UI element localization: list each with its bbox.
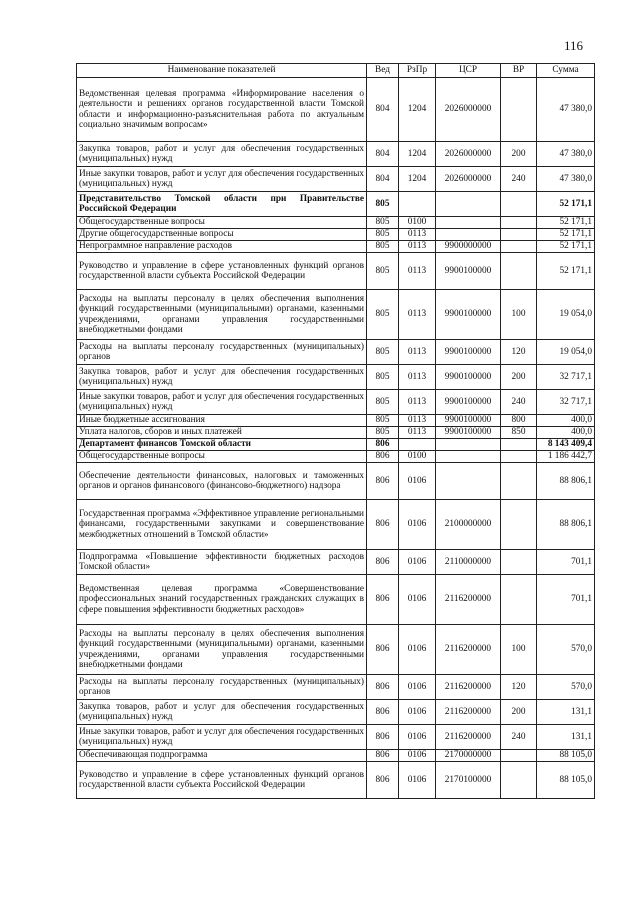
row-sum-cell: 570,0 — [537, 625, 595, 675]
row-ved-cell: 806 — [367, 750, 399, 762]
row-name-cell: Иные бюджетные ассигнования — [77, 415, 367, 427]
table-row — [77, 192, 595, 217]
row-ved-cell: 804 — [367, 167, 399, 192]
row-sum-cell: 47 380,0 — [537, 167, 595, 192]
row-vr-cell — [501, 463, 537, 500]
row-vr-cell: 240 — [501, 390, 537, 415]
row-rzpr-cell: 1204 — [399, 78, 436, 142]
table-row — [77, 700, 595, 725]
row-csr-cell: 9900100000 — [436, 427, 501, 439]
row-rzpr-cell — [399, 192, 436, 217]
row-sum-cell: 52 171,1 — [537, 192, 595, 217]
row-csr-cell: 9900000000 — [436, 241, 501, 253]
row-name-cell: Ведомственная целевая программа «Совершенствование профессиональных знаний государственных гражданских служащих в сфере повышения эффективности бюджетных расходов» — [77, 575, 367, 625]
row-name-cell: Государственная программа «Эффективное управление региональными финансами, государственными закупками и совершенствование межбюджетных отношений в Томской области» — [77, 500, 367, 550]
table-row — [77, 290, 595, 340]
row-rzpr-cell: 0113 — [399, 390, 436, 415]
row-vr-cell: 850 — [501, 427, 537, 439]
row-rzpr-cell: 0100 — [399, 451, 436, 463]
row-csr-cell: 2100000000 — [436, 500, 501, 550]
table-row — [77, 427, 595, 439]
row-sum-cell: 131,1 — [537, 700, 595, 725]
row-rzpr-cell: 0106 — [399, 575, 436, 625]
row-vr-cell — [501, 550, 537, 575]
row-vr-cell — [501, 192, 537, 217]
table-header-row — [77, 64, 595, 78]
row-ved-cell: 806 — [367, 500, 399, 550]
row-name-cell: Закупка товаров, работ и услуг для обеспечения государственных (муниципальных) нужд — [77, 365, 367, 390]
row-name-cell: Департамент финансов Томской области — [77, 439, 367, 451]
row-csr-cell — [436, 439, 501, 451]
row-ved-cell: 806 — [367, 762, 399, 799]
header-sum: Сумма — [537, 64, 595, 78]
row-sum-cell: 32 717,1 — [537, 365, 595, 390]
row-rzpr-cell: 0113 — [399, 340, 436, 365]
row-rzpr-cell: 0106 — [399, 700, 436, 725]
row-sum-cell: 88 105,0 — [537, 750, 595, 762]
row-sum-cell: 52 171,1 — [537, 253, 595, 290]
row-sum-cell: 19 054,0 — [537, 290, 595, 340]
table-row — [77, 217, 595, 229]
row-name-cell: Руководство и управление в сфере установленных функций органов государственной власти субъекта Российской Федерации — [77, 762, 367, 799]
table-row — [77, 625, 595, 675]
row-name-cell: Иные закупки товаров, работ и услуг для обеспечения государственных (муниципальных) нужд — [77, 167, 367, 192]
row-csr-cell: 9900100000 — [436, 290, 501, 340]
row-ved-cell: 805 — [367, 390, 399, 415]
row-csr-cell — [436, 463, 501, 500]
row-ved-cell: 806 — [367, 451, 399, 463]
row-csr-cell: 2026000000 — [436, 78, 501, 142]
row-rzpr-cell: 0106 — [399, 625, 436, 675]
table-row — [77, 550, 595, 575]
row-ved-cell: 805 — [367, 229, 399, 241]
row-ved-cell: 805 — [367, 217, 399, 229]
row-ved-cell: 806 — [367, 439, 399, 451]
row-csr-cell: 2170000000 — [436, 750, 501, 762]
row-csr-cell: 9900100000 — [436, 365, 501, 390]
row-rzpr-cell: 0113 — [399, 427, 436, 439]
table-row — [77, 500, 595, 550]
row-sum-cell: 52 171,1 — [537, 241, 595, 253]
row-csr-cell: 9900100000 — [436, 390, 501, 415]
table-row — [77, 253, 595, 290]
row-csr-cell — [436, 192, 501, 217]
table-row — [77, 78, 595, 142]
row-ved-cell: 806 — [367, 700, 399, 725]
row-rzpr-cell: 0100 — [399, 217, 436, 229]
row-name-cell: Иные закупки товаров, работ и услуг для обеспечения государственных (муниципальных) нужд — [77, 725, 367, 750]
row-ved-cell: 805 — [367, 340, 399, 365]
row-sum-cell: 52 171,1 — [537, 229, 595, 241]
header-ved: Вед — [367, 64, 399, 78]
row-sum-cell: 131,1 — [537, 725, 595, 750]
row-vr-cell — [501, 500, 537, 550]
table-row — [77, 365, 595, 390]
row-ved-cell: 806 — [367, 725, 399, 750]
row-name-cell: Непрограммное направление расходов — [77, 241, 367, 253]
row-vr-cell: 240 — [501, 725, 537, 750]
row-rzpr-cell: 0113 — [399, 241, 436, 253]
row-ved-cell: 806 — [367, 463, 399, 500]
row-name-cell: Руководство и управление в сфере установленных функций органов государственной власти субъекта Российской Федерации — [77, 253, 367, 290]
row-rzpr-cell: 0106 — [399, 550, 436, 575]
row-ved-cell: 806 — [367, 625, 399, 675]
row-rzpr-cell: 0113 — [399, 229, 436, 241]
row-vr-cell: 800 — [501, 415, 537, 427]
row-rzpr-cell: 0106 — [399, 725, 436, 750]
row-rzpr-cell: 0106 — [399, 500, 436, 550]
row-rzpr-cell: 0106 — [399, 675, 436, 700]
header-vr: ВР — [501, 64, 537, 78]
table-row — [77, 167, 595, 192]
row-vr-cell — [501, 451, 537, 463]
header-rzpr: РзПр — [399, 64, 436, 78]
row-csr-cell — [436, 451, 501, 463]
budget-table — [76, 63, 595, 799]
row-csr-cell: 2026000000 — [436, 142, 501, 167]
row-ved-cell: 805 — [367, 253, 399, 290]
row-name-cell: Расходы на выплаты персоналу в целях обеспечения выполнения функций государственными (муниципальными) органами, казенными учреждениями, органами управления государственными внебюджетными фондами — [77, 290, 367, 340]
row-name-cell: Представительство Томской области при Правительстве Российской Федерации — [77, 192, 367, 217]
row-vr-cell: 120 — [501, 675, 537, 700]
row-csr-cell: 2116200000 — [436, 625, 501, 675]
row-name-cell: Обеспечивающая подпрограмма — [77, 750, 367, 762]
row-vr-cell: 200 — [501, 365, 537, 390]
row-sum-cell: 88 105,0 — [537, 762, 595, 799]
row-csr-cell: 2116200000 — [436, 700, 501, 725]
row-name-cell: Расходы на выплаты персоналу государственных (муниципальных) органов — [77, 340, 367, 365]
row-csr-cell: 2116200000 — [436, 575, 501, 625]
row-name-cell: Иные закупки товаров, работ и услуг для обеспечения государственных (муниципальных) нужд — [77, 390, 367, 415]
row-vr-cell: 200 — [501, 700, 537, 725]
row-csr-cell: 2170100000 — [436, 762, 501, 799]
row-name-cell: Общегосударственные вопросы — [77, 217, 367, 229]
row-vr-cell: 240 — [501, 167, 537, 192]
row-rzpr-cell: 0113 — [399, 415, 436, 427]
row-vr-cell — [501, 750, 537, 762]
row-sum-cell: 88 806,1 — [537, 500, 595, 550]
row-csr-cell: 9900100000 — [436, 340, 501, 365]
row-rzpr-cell: 0113 — [399, 290, 436, 340]
table-row — [77, 463, 595, 500]
row-rzpr-cell: 0106 — [399, 762, 436, 799]
row-sum-cell: 570,0 — [537, 675, 595, 700]
row-sum-cell: 47 380,0 — [537, 142, 595, 167]
header-name: Наименование показателей — [77, 64, 367, 78]
row-sum-cell: 1 186 442,7 — [537, 451, 595, 463]
row-rzpr-cell: 1204 — [399, 167, 436, 192]
table-row — [77, 340, 595, 365]
row-name-cell: Общегосударственные вопросы — [77, 451, 367, 463]
row-name-cell: Уплата налогов, сборов и иных платежей — [77, 427, 367, 439]
row-ved-cell: 805 — [367, 241, 399, 253]
row-ved-cell: 804 — [367, 142, 399, 167]
row-vr-cell: 120 — [501, 340, 537, 365]
table-row — [77, 415, 595, 427]
row-sum-cell: 47 380,0 — [537, 78, 595, 142]
row-csr-cell: 2116200000 — [436, 725, 501, 750]
header-csr: ЦСР — [436, 64, 501, 78]
row-vr-cell — [501, 439, 537, 451]
row-ved-cell: 805 — [367, 415, 399, 427]
row-csr-cell — [436, 229, 501, 241]
row-csr-cell: 2110000000 — [436, 550, 501, 575]
row-vr-cell — [501, 575, 537, 625]
row-sum-cell: 8 143 409,4 — [537, 439, 595, 451]
row-rzpr-cell — [399, 439, 436, 451]
row-sum-cell: 400,0 — [537, 427, 595, 439]
table-row — [77, 762, 595, 799]
row-vr-cell — [501, 229, 537, 241]
table-row — [77, 675, 595, 700]
row-rzpr-cell: 0113 — [399, 253, 436, 290]
row-csr-cell: 9900100000 — [436, 415, 501, 427]
row-sum-cell: 701,1 — [537, 575, 595, 625]
table-row — [77, 451, 595, 463]
table-row — [77, 750, 595, 762]
row-sum-cell: 701,1 — [537, 550, 595, 575]
row-sum-cell: 88 806,1 — [537, 463, 595, 500]
row-csr-cell: 2116200000 — [436, 675, 501, 700]
table-row — [77, 241, 595, 253]
row-ved-cell: 805 — [367, 192, 399, 217]
row-rzpr-cell: 0113 — [399, 365, 436, 390]
row-name-cell: Закупка товаров, работ и услуг для обеспечения государственных (муниципальных) нужд — [77, 700, 367, 725]
row-vr-cell — [501, 217, 537, 229]
table-row — [77, 575, 595, 625]
row-name-cell: Расходы на выплаты персоналу в целях обеспечения выполнения функций государственными (муниципальными) органами, казенными учреждениями, органами управления государственными внебюджетными фондами — [77, 625, 367, 675]
row-sum-cell: 400,0 — [537, 415, 595, 427]
row-name-cell: Закупка товаров, работ и услуг для обеспечения государственных (муниципальных) нужд — [77, 142, 367, 167]
row-name-cell: Подпрограмма «Повышение эффективности бюджетных расходов Томской области» — [77, 550, 367, 575]
table-row — [77, 390, 595, 415]
row-rzpr-cell: 1204 — [399, 142, 436, 167]
row-ved-cell: 805 — [367, 290, 399, 340]
table-row — [77, 439, 595, 451]
page-number: 116 — [564, 38, 584, 53]
row-ved-cell: 806 — [367, 575, 399, 625]
row-ved-cell: 805 — [367, 427, 399, 439]
row-vr-cell: 100 — [501, 625, 537, 675]
row-ved-cell: 806 — [367, 675, 399, 700]
table-row — [77, 229, 595, 241]
row-vr-cell — [501, 253, 537, 290]
row-ved-cell: 805 — [367, 365, 399, 390]
row-sum-cell: 52 171,1 — [537, 217, 595, 229]
row-csr-cell: 2026000000 — [436, 167, 501, 192]
row-vr-cell — [501, 241, 537, 253]
row-vr-cell: 100 — [501, 290, 537, 340]
row-rzpr-cell: 0106 — [399, 463, 436, 500]
row-csr-cell — [436, 217, 501, 229]
row-name-cell: Обеспечение деятельности финансовых, налоговых и таможенных органов и органов финансового (финансово-бюджетного) надзора — [77, 463, 367, 500]
table-row — [77, 142, 595, 167]
row-ved-cell: 804 — [367, 78, 399, 142]
row-sum-cell: 32 717,1 — [537, 390, 595, 415]
row-vr-cell — [501, 762, 537, 799]
row-name-cell: Расходы на выплаты персоналу государственных (муниципальных) органов — [77, 675, 367, 700]
row-name-cell: Ведомственная целевая программа «Информирование населения о деятельности и решениях органов государственной власти Томской области и информационно-разъяснительная работа по актуальным социально значимым вопросам» — [77, 78, 367, 142]
row-rzpr-cell: 0106 — [399, 750, 436, 762]
table-row — [77, 725, 595, 750]
row-vr-cell: 200 — [501, 142, 537, 167]
row-sum-cell: 19 054,0 — [537, 340, 595, 365]
row-csr-cell: 9900100000 — [436, 253, 501, 290]
row-name-cell: Другие общегосударственные вопросы — [77, 229, 367, 241]
row-ved-cell: 806 — [367, 550, 399, 575]
row-vr-cell — [501, 78, 537, 142]
